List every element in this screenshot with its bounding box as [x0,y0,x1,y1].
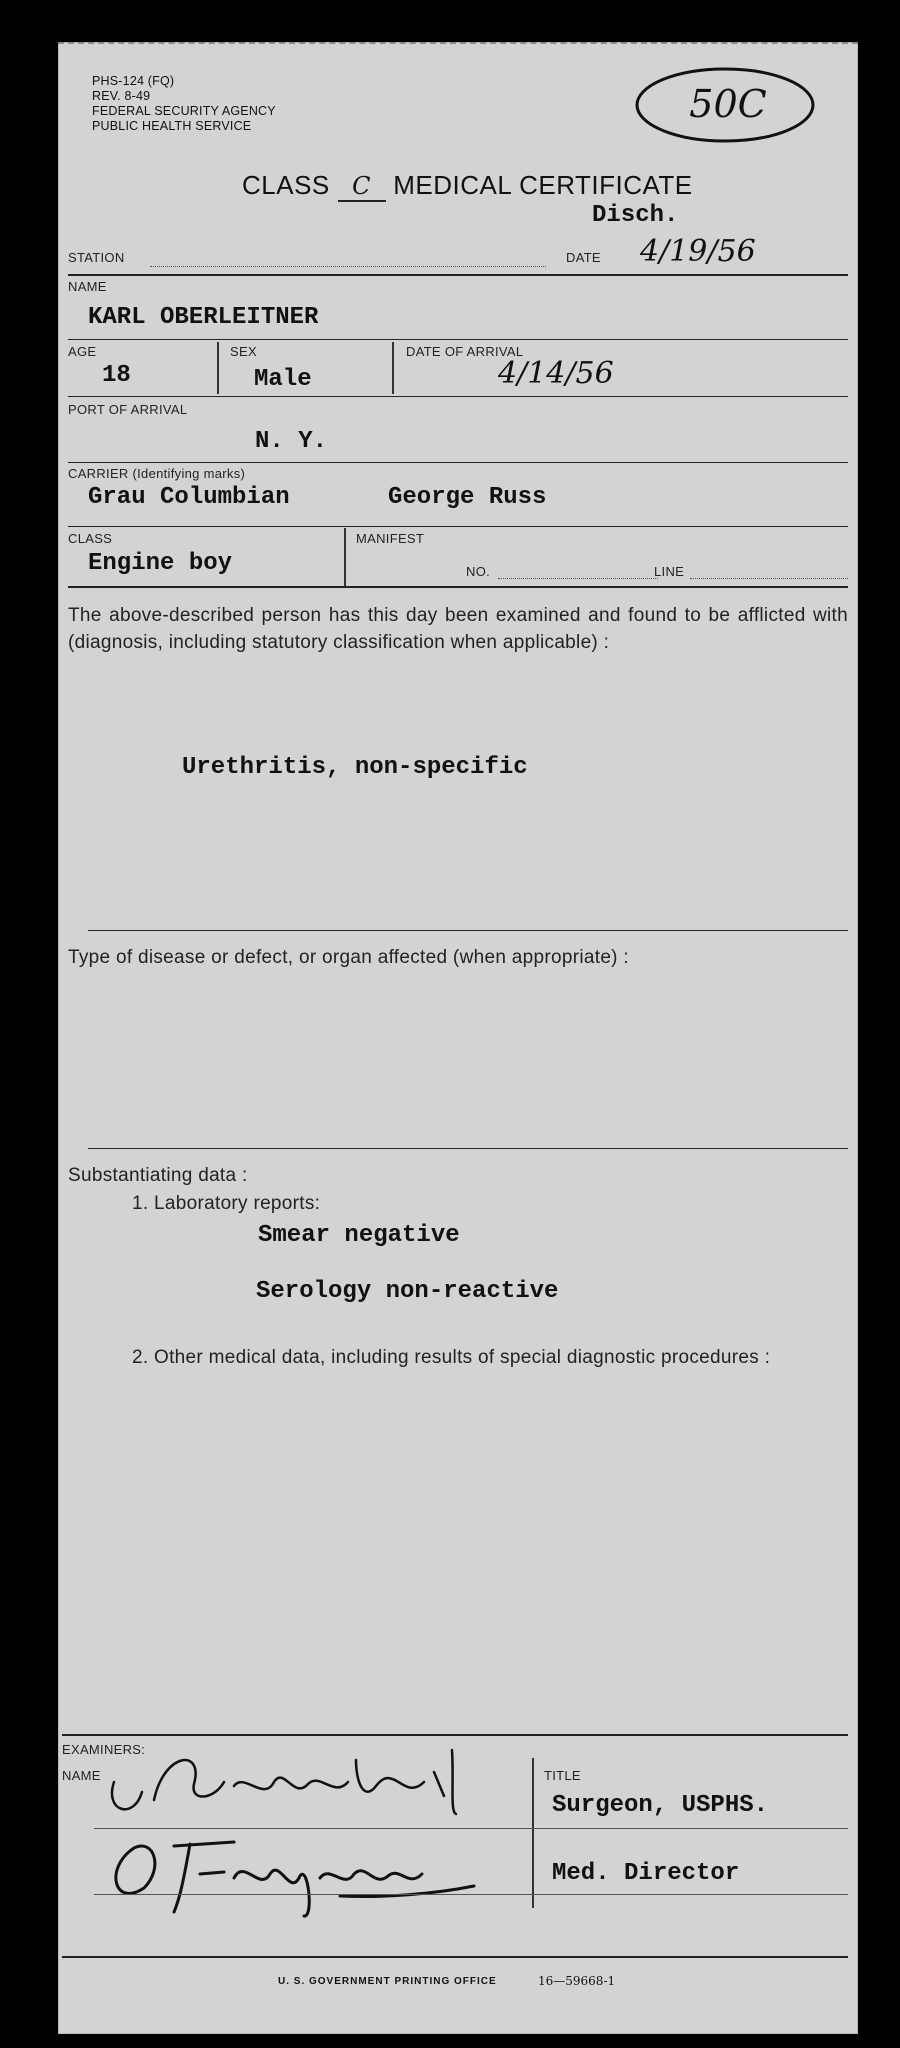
service-name: PUBLIC HEALTH SERVICE [92,119,252,133]
agency-name: FEDERAL SECURITY AGENCY [92,104,276,118]
manifest-line-line [690,578,848,579]
divider-class [344,528,346,586]
disposition: Disch. [592,202,679,229]
exam-statement: The above-described person has this day been examined and found to be afflicted with (diagnosis, including statutory classification when applicable) : [68,605,848,653]
rule-station [68,274,848,276]
arrival-date-label: DATE OF ARRIVAL [406,344,524,359]
sex-label: SEX [230,344,257,359]
medical-certificate-card [58,42,858,2034]
arrival-date-value: 4/14/56 [498,356,614,391]
station-line [150,266,546,267]
name-label: NAME [68,279,107,294]
disease-type-label: Type of disease or defect, or organ affected (when appropriate) : [68,947,629,968]
port-label: PORT OF ARRIVAL [68,402,188,417]
substantiating-label: Substantiating data : [68,1165,248,1186]
diagnosis-value: Urethritis, non-specific [182,754,528,781]
examiner-name-label: NAME [62,1768,101,1783]
manifest-label: MANIFEST [356,531,425,546]
date-label: DATE [566,250,601,265]
port-value: N. Y. [255,428,328,455]
station-label: STATION [68,250,125,265]
examiner-title-label: TITLE [544,1768,581,1783]
examiner-signature-1 [94,1742,484,1822]
file-mark: 50C [689,82,767,126]
rule-footer [62,1956,848,1958]
manifest-no-line [498,578,658,579]
form-header [92,74,276,134]
title-prefix: CLASS [242,170,330,200]
age-value: 18 [102,362,131,389]
divider-examiners [532,1758,534,1908]
examiner-title-1: Surgeon, USPHS. [552,1792,769,1819]
rule-carrier [68,526,848,527]
title-class-value: C [338,172,386,202]
name-value: KARL OBERLEITNER [88,304,319,331]
lab-reports-label: 1. Laboratory reports: [132,1193,321,1214]
job-number: 16—59668-1 [538,1974,616,1988]
rule-age [68,396,848,397]
examiners-label: EXAMINERS: [62,1742,146,1757]
age-label: AGE [68,344,97,359]
divider-sex [392,342,394,394]
rule-class [68,586,848,588]
examiner-signature-2 [104,1828,504,1918]
certificate-title [242,170,693,202]
carrier-master: George Russ [388,484,547,511]
rule-name [68,339,848,340]
lab-result-smear: Smear negative [258,1222,460,1249]
rule-port [68,462,848,463]
class-value: Engine boy [88,550,233,577]
date-value: 4/19/56 [640,234,756,269]
divider-age [217,342,219,394]
other-data-label: 2. Other medical data, including results of special diagnostic procedures : [132,1347,771,1368]
class-label: CLASS [68,531,113,546]
sex-value: Male [254,366,312,393]
carrier-label: CARRIER (Identifying marks) [68,466,246,481]
form-number: PHS-124 (FQ) [92,74,175,88]
rule-examiners-top [62,1734,848,1736]
manifest-line-label: LINE [654,564,685,579]
lab-result-serology: Serology non-reactive [256,1278,559,1305]
examiner-title-2: Med. Director [552,1860,740,1887]
form-revision: REV. 8-49 [92,89,151,103]
printer-imprint: U. S. GOVERNMENT PRINTING OFFICE [278,1976,497,1987]
title-suffix: MEDICAL CERTIFICATE [393,170,693,200]
manifest-no-label: NO. [466,564,491,579]
carrier-vessel: Grau Columbian [88,484,290,511]
rule-disease-type [88,1148,848,1149]
rule-diagnosis [88,930,848,931]
rule-examiner-2 [94,1894,848,1895]
